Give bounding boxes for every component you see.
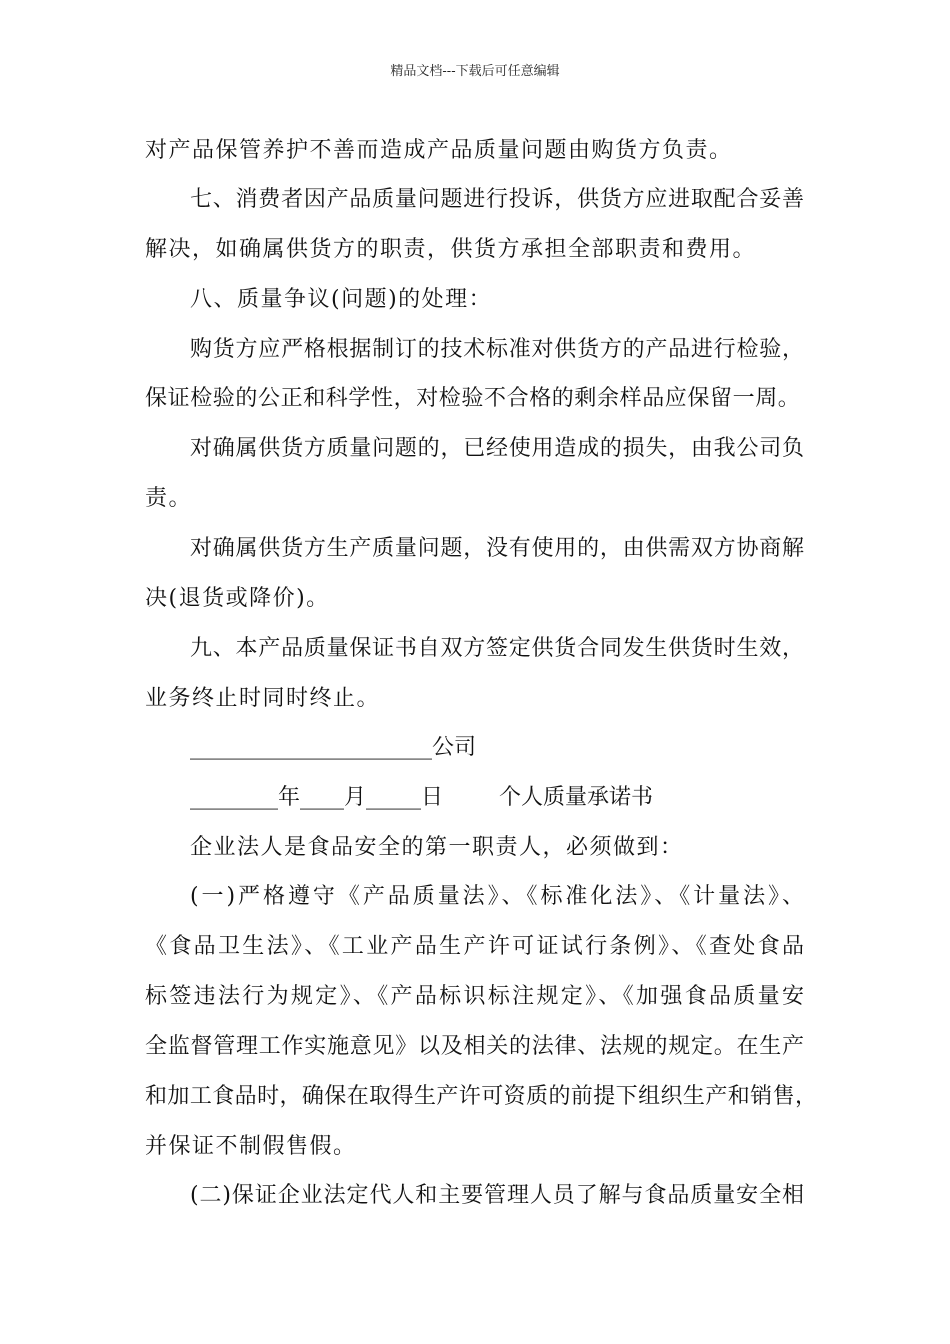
- paragraph-line: 业务终止时同时终止。: [145, 686, 381, 711]
- paragraph-line: 购货方应严格根据制订的技术标准对供货方的产品进行检验，: [190, 337, 804, 362]
- paragraph-line: 标签违法行为规定》、《产品标识标注规定》、《加强食品质量安: [145, 984, 804, 1009]
- paragraph-line: 责。: [145, 486, 193, 511]
- paragraph-line: 对确属供货方质量问题的，已经使用造成的损失，由我公司负: [190, 436, 804, 461]
- page-header: 精品文档---下载后可任意编辑: [390, 64, 560, 79]
- paragraph-line: 对确属供货方生产质量问题，没有使用的，由供需双方协商解: [190, 536, 804, 561]
- paragraph-line: 企业法人是食品安全的第一职责人，必须做到：: [190, 835, 684, 860]
- paragraph-line: 并保证不制假售假。: [145, 1134, 357, 1159]
- paragraph-line: 对产品保管养护不善而造成产品质量问题由购货方负责。: [145, 138, 733, 163]
- paragraph-line: 决(退货或降价)。: [145, 586, 330, 611]
- company-signature-line: ______________________公司: [190, 735, 477, 760]
- paragraph-line: 《食品卫生法》、《工业产品生产许可证试行条例》、《查处食品: [145, 934, 804, 959]
- paragraph-line: 解决，如确属供货方的职责，供货方承担全部职责和费用。: [145, 237, 757, 262]
- section-heading: 八、质量争议(问题)的处理：: [190, 287, 493, 312]
- paragraph-line: (一)严格遵守《产品质量法》、《标准化法》、《计量法》、: [190, 884, 804, 909]
- date-signature-line: ________年____月_____日 个人质量承诺书: [190, 785, 653, 810]
- paragraph-line: 保证检验的公正和科学性，对检验不合格的剩余样品应保留一周。: [145, 386, 801, 411]
- paragraph-line: 七、消费者因产品质量问题进行投诉，供货方应进取配合妥善: [190, 187, 804, 212]
- paragraph-line: (二)保证企业法定代人和主要管理人员了解与食品质量安全相: [190, 1183, 804, 1208]
- paragraph-line: 和加工食品时，确保在取得生产许可资质的前提下组织生产和销售，: [145, 1084, 817, 1109]
- section-heading: 九、本产品质量保证书自双方签定供货合同发生供货时生效，: [190, 636, 804, 661]
- paragraph-line: 全监督管理工作实施意见》以及相关的法律、法规的规定。在生产: [145, 1034, 804, 1059]
